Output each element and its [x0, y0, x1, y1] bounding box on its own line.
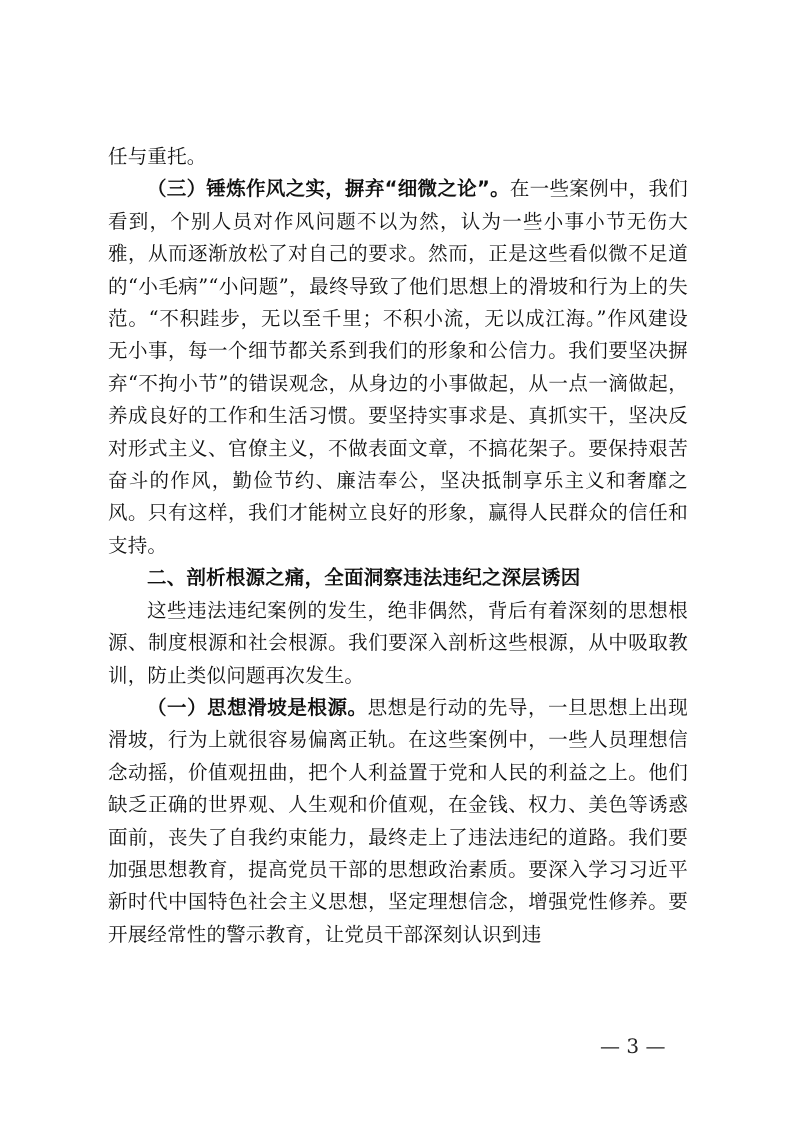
- section-lead-heading: （一）思想滑坡是根源。: [147, 695, 368, 719]
- section-heading: 二、剖析根源之痛，全面洞察违法违纪之深层诱因: [147, 566, 581, 590]
- paragraph-text: 任与重托。: [108, 145, 207, 168]
- paragraph-text: 在一些案例中，我们看到，个别人员对作风问题不以为然，认为一些小事小节无伤大雅，从而逐渐放松了对自己的要求。然而，正是这些看似微不足道的“小毛病”“小问题”，最终导致了他们思想上的滑坡和行为上的失范。“不积跬步，无以至千里；不积小流，无以成江海。”作风建设无小事，每一个细节都关系到我们的形象和公信力。我们要坚决摒弃“不拘小节”的错误观念，从身边的小事做起，从一点一滴做起，养成良好的工作和生活习惯。要坚持实事求是、真抓实干，坚决反对形式主义、官僚主义，不做表面文章，不搞花架子。要保持艰苦奋斗的作风，勤俭节约、廉洁奉公，坚决抵制享乐主义和奢靡之风。只有这样，我们才能树立良好的形象，赢得人民群众的信任和支持。: [108, 177, 688, 557]
- paragraph-style-section: [108, 173, 688, 562]
- paragraph-root-causes-intro: [108, 595, 688, 692]
- paragraph-text: 思想是行动的先导，一旦思想上出现滑坡，行为上就很容易偏离正轨。在这些案例中，一些人员理想信念动摇，价值观扭曲，把个人利益置于党和人民的利益之上。他们缺乏正确的世界观、人生观和价值观，在金钱、权力、美色等诱惑面前，丧失了自我约束能力，最终走上了违法违纪的道路。我们要加强思想教育，提高党员干部的思想政治素质。要深入学习习近平新时代中国特色社会主义思想，坚定理想信念，增强党性修养。要开展经常性的警示教育，让党员干部深刻认识到违: [108, 695, 689, 946]
- page-number: — 3 —: [600, 1034, 666, 1058]
- document-body: [108, 141, 688, 951]
- paragraph-ideological-root: [108, 692, 688, 951]
- paragraph-text: 这些违法违纪案例的发生，绝非偶然，背后有着深刻的思想根源、制度根源和社会根源。我们要深入剖析这些根源，从中吸取教训，防止类似问题再次发生。: [108, 598, 688, 687]
- section-lead-heading: （三）锤炼作风之实，摒弃“细微之论”。: [147, 177, 510, 201]
- paragraph-continuation: [108, 141, 688, 173]
